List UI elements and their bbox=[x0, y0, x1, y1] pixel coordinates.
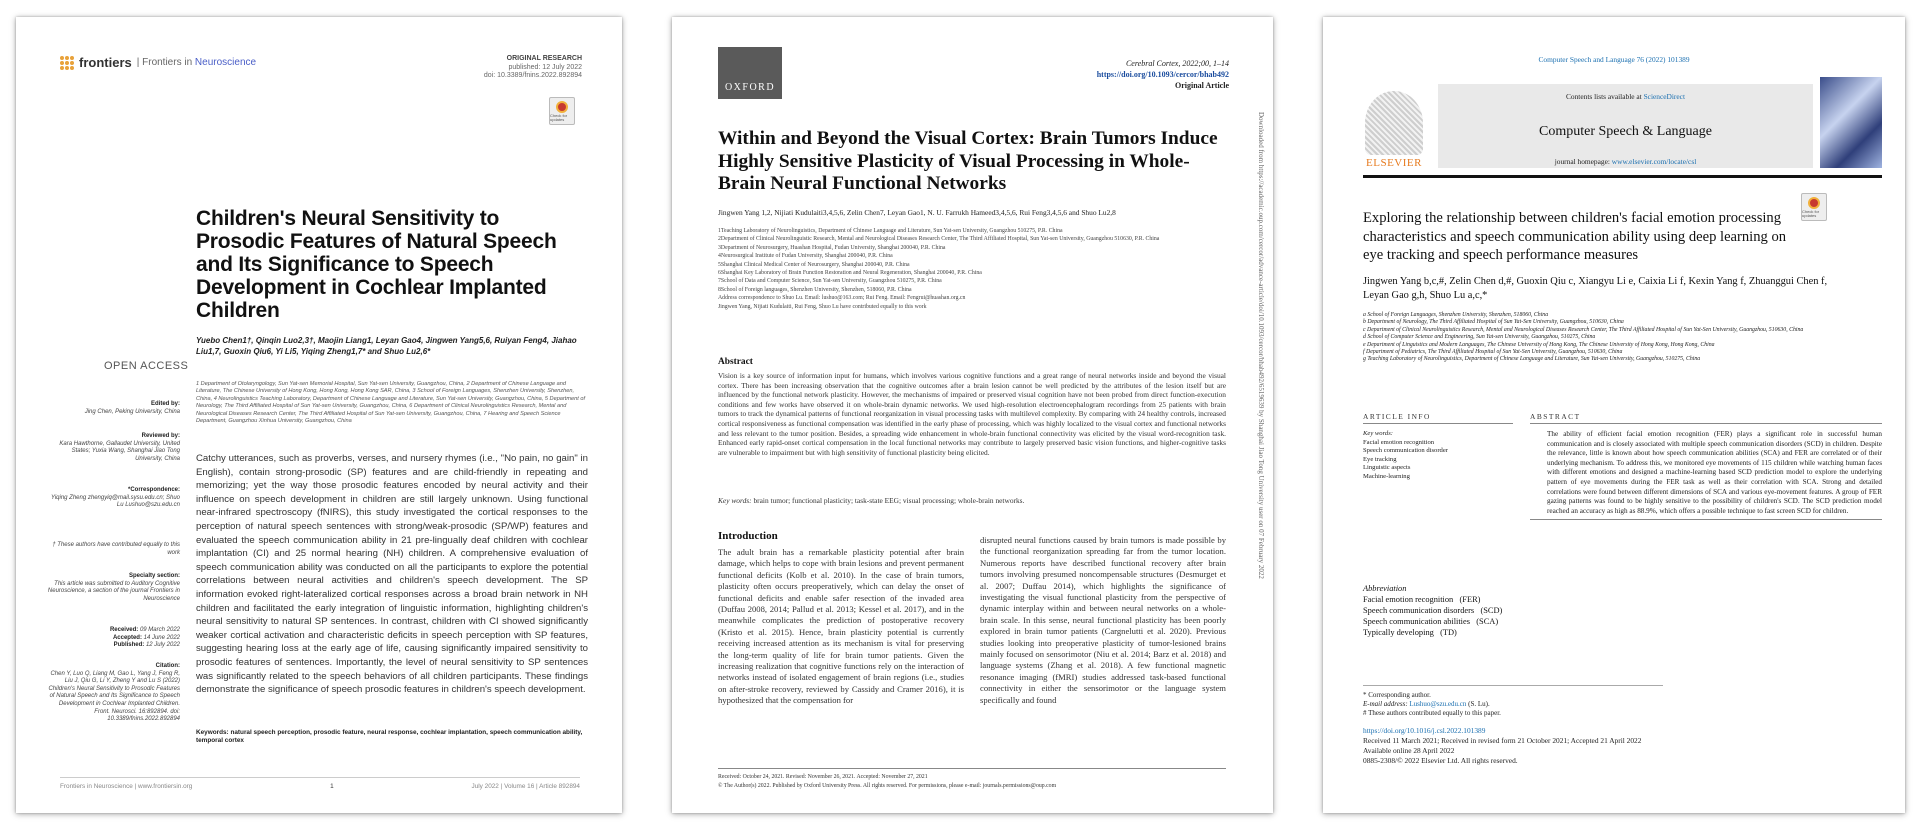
doi-line: doi: 10.3389/fnins.2022.892894 bbox=[483, 72, 582, 79]
affiliations: 1Teaching Laboratory of Neurolinguistics, Department of Chinese Language and Literature, Sun Yat-sen University, Guangzhou 510275, P.R. China 2Department of Clinical Neurolinguistic Research, Mental and Neurological Diseases Research Center, The Third Affiliated Hospital, Sun Yat-sen University, Guangzhou 510630, P.R. China 3Department of Neurosurgery, Huashan Hospital, Fudan University, Shanghai 200040, P.R. China 4Neurosurgical Institute of Fudan University, Shanghai 200040, P.R. China 5Shanghai Clinical Medical Center of Neurosurgery, Shanghai 200040, P.R. China 6Shanghai Key Laboratory of Brain Function Restoration and Neural Regeneration, Shanghai 200040, P.R. China 7School of Data and Computer Science, Sun Yat-sen University, Guangzhou 510275, P.R. China 8School of Foreign languages, Shenzhen University, Shenzhen, 518060, P.R. China Address correspondence to Shuo Lu. Email: lushuo@163.com; Rui Feng. Email: Fengrui@huashan.org.cn Jingwen Yang, Nijiati Kudulaiti, Rui Feng, Shuo Lu have contributed equally to this work bbox=[718, 228, 1160, 310]
keyword-item: Speech communication disorder bbox=[1363, 447, 1448, 455]
footer-volume: July 2022 | Volume 16 | Article 892894 bbox=[471, 783, 580, 790]
edited-by: Edited by: Jing Chen, Peking University, China bbox=[84, 401, 180, 415]
author-list: Jingwen Yang 1,2, Nijiati Kudulaiti3,4,5,6, Zelin Chen7, Leyan Gao1, N. U. Farrukh Hameed3,4,5,6, Rui Feng3,4,5,6 and Shuo Lu2,8 bbox=[718, 208, 1116, 217]
reviewed-by: Reviewed by: Kara Hawthorne, Gallaudet University, United States; Yuxia Wang, Shanghai Jiao Tong University, China bbox=[59, 433, 180, 462]
equal-contribution-note: † These authors have contributed equally to this work bbox=[52, 542, 180, 556]
sciencedirect-link[interactable]: ScienceDirect bbox=[1643, 92, 1686, 101]
keywords: Keywords: natural speech perception, prosodic feature, neural response, cochlear implantation, speech communication ability, temporal cortex bbox=[196, 729, 583, 744]
email-link[interactable]: Lushuo@szu.edu.cn bbox=[1409, 700, 1467, 708]
keyword-item: Linguistic aspects bbox=[1363, 464, 1411, 472]
author-list: Jingwen Yang b,c,#, Zelin Chen d,#, Guoxin Qiu c, Xiangyu Li e, Caixia Li f, Kexin Yang f, Zhuanggui Chen f, Leyan Gao g,h, Shuo Lu a,c,* bbox=[1363, 276, 1828, 302]
publication-info bbox=[1363, 726, 1763, 766]
abstract-text: Vision is a key source of information input for humans, which involves various cognitive functions and a great range of neural networks inside and beyond the visual cortex. There has been increasing observation that the cognitive outcomes after a brain lesion cannot be well predicted by the attributes of the lesion itself but are influenced by the functional network plasticity. However, the mechanisms of impaired or preserved visual cognition have not been probed from direct function-execution conditions and few works have observed it on whole-brain dynamic networks. We used high-resolution electroencephalogram recordings from 25 patients with brain tumors to track the dynamical patterns of functional reorganization in visual processing tasks with multilevel complexity. By comparing with 24 healthy controls, increased cortical responsiveness as functional compensation was identified in the early phase of processing, which was highly localized to the visual cortex and functional networks and less relevant to the tumor position. Besides, a spreading wide enhancement in whole-brain functional connectivity was elicited by the visual word-recognition task. Enhanced early rapid-onset cortical compensation in the local functional networks may contribute to largely preserved basic vision functions, and higher-cognitive tasks are vulnerable to impairment but with high sensitivity of functional plasticity being elicited. bbox=[718, 371, 1226, 457]
article-meta bbox=[484, 55, 582, 81]
keyword-item: Machine-learning bbox=[1363, 472, 1410, 480]
paper-page-elsevier bbox=[1323, 17, 1905, 813]
paper-page-oxford bbox=[672, 17, 1273, 813]
download-watermark: Downloaded from https://academic.oup.com/cercor/advance-article/doi/10.1093/cercor/bhab492/6519639 by Shanghai Jiao Tong University user on 07 February 2022 bbox=[1257, 112, 1265, 579]
citation: Citation: Chen Y, Luo Q, Liang M, Gao L, Yang J, Feng R, Liu J, Qiu G, Li Y, Zheng Y and Lu S (2022) Children's Neural Sensitivity to Prosodic Features of Natural Speech and Its Significance to Speech Development in Cochlear Implanted Children. Front. Neurosci. 16:892894. doi: 10.3389/fnins.2022.892894 bbox=[48, 663, 180, 723]
published-line: published: 12 July 2022 bbox=[508, 63, 582, 71]
abstract-heading: ABSTRACT bbox=[1530, 412, 1581, 421]
doi-link[interactable]: https://doi.org/10.1093/cercor/bhab492 bbox=[1096, 70, 1229, 79]
article-title: Children's Neural Sensitivity to Prosodic Features of Natural Speech and Its Significance to Speech Development in Cochlear Implanted Children bbox=[196, 207, 557, 322]
journal-name: | Frontiers in Neuroscience bbox=[136, 57, 257, 68]
keyword-item: Eye tracking bbox=[1363, 455, 1397, 463]
elsevier-tree-icon bbox=[1365, 91, 1423, 155]
homepage-line: journal homepage: www.elsevier.com/locate/csl bbox=[1554, 157, 1697, 166]
abbreviation-item: Speech communication disorders (SCD) bbox=[1363, 606, 1503, 615]
footer-journal: Frontiers in Neuroscience | www.frontiersin.org bbox=[60, 783, 193, 790]
history-dates: Received: October 24, 2021. Revised: November 26, 2021. Accepted: November 27, 2021 bbox=[718, 774, 928, 780]
article-meta bbox=[1097, 58, 1229, 91]
intro-column-right: disrupted neural functions caused by brain tumors is made possible by the functional reorganization spreading far from the tumor location. Numerous reports have described functional recovery after brain tumors involving presumed noncompensable structures (Desmurget et al. 2007; Duffau 2014), which highlights the significance of investigating the visual functional plasticity from the perspective of dynamic interplay within and between neural networks on a whole-brain scale. In this sense, neural functional plasticity has been poorly explored in brain tumor patients (Cargnelutti et al. 2020). Previous studies looking into preoperative plasticity of tumor-lesioned brains mainly focused on sensorimotor (Niu et al. 2014; Barz et al. 2018) and language systems (Zhang et al. 2018). A few functional magnetic resonance imaging (fMRI) studies addressed task-based functional connectivity in either the sensorimotor or the language system specifically and found bbox=[980, 535, 1226, 705]
article-title: Exploring the relationship between children's facial emotion processing characteristics and speech communication ability using deep learning on eye tracking and speech performance measures bbox=[1363, 210, 1787, 264]
journal-cover-image bbox=[1820, 77, 1882, 168]
intro-column-left: The adult brain has a remarkable plasticity potential after brain damage, which helps to cope with brain lesions and prevent permanent functional deficits (Kolb et al. 2010). In the case of brain tumors, plasticity often occurs preoperatively, which can delay the onset of functional deficits and enable safer resection of the invaded area (Duffau 2008, 2014; Pallud et al. 2013; Kessel et al. 2017), and in the meanwhile complicates the prediction of postoperative recovery (Kristo et al. 2015). Hence, brain plasticity potential is currently receiving increased attention as its mechanism is vital for preserving the long-term quality of life for brain tumor patients. Given the increasing realization that cognitive functions rely on the interaction of networks instead of isolated engagement of brain regions (i.e., studies on after-stroke recovery, reviewed by Cassidy and Cramer 2016), it is hypothesized that the compensation for bbox=[718, 547, 964, 706]
article-type: ORIGINAL RESEARCH bbox=[506, 55, 582, 62]
open-access-label: OPEN ACCESS bbox=[104, 360, 189, 372]
homepage-link[interactable]: www.elsevier.com/locate/csl bbox=[1611, 157, 1697, 166]
oxford-logo[interactable]: OXFORD bbox=[718, 47, 782, 99]
abstract-text: The ability of efficient facial emotion recognition (FER) plays a significant role in successful human communication and is closely associated with multiple speech communication disorders (SCD) in children. Despite the relevance, little is known about how speech communication abilities (SCA) and FER are correlated or of their underlying mechanism. To address this, we monitored eye movements of 115 children while watching human faces with different emotions and designed a machine-learning based SCD prediction model to explore the underlying pattern of eye movements during the FER task as well as their correlation with SCA. Strong and detailed correlations were found between different dimensions of SCA and various eye-movement features. A group of FER gazing patterns was found to be highly sensitive to the possibility of children's SCD. The SCD prediction model reached an accuracy as high as 88.9%, which offers a possible technique to fast screen SCD for children. bbox=[1530, 423, 1882, 520]
check-updates-icon bbox=[556, 101, 568, 113]
footnotes: * Corresponding author. E-mail address: Lushuo@szu.edu.cn (S. Lu). # These authors contributed equally to this paper. bbox=[1363, 685, 1663, 718]
history-dates: Received 11 March 2021; Received in revised form 21 October 2021; Accepted 21 April 2022 bbox=[1363, 736, 1642, 745]
keywords: Key words: brain tumor; functional plasticity; task-state EEG; visual processing; whole-brain networks. bbox=[718, 496, 1025, 505]
abstract-text: Catchy utterances, such as proverbs, verses, and nursery rhymes (i.e., "No pain, no gain" in English), contain strong-prosodic (SP) features and are child-friendly in repeating and memorizing; yet the way those prosodic features encoded by neural activity and their influence on speech development in children are still largely unknown. Using functional near-infrared spectroscopy (fNIRS), this study investigated the cortical responses to the perception of natural speech sentences with strong/weak-prosodic (SP/WP) features and evaluated the speech communication ability in 21 pre-lingually deaf children with cochlear implantation (CI) and 25 normal hearing (NH) children. A comprehensive evaluation of speech communication ability was conducted on all the participants to explore the potential correlations between neural activities and children's speech development. The SP information evoked right-lateralized cortical responses across a broad brain network in NH children and facilitated the early integration of linguistic information, highlighting children's neural sensitivity to natural SP sentences. In contrast, children with CI showed significantly weaker cortical activation and characteristic deficits in speech perception with SP features, suggesting hearing loss at the early age of life, causing significantly impaired sensitivity to prosodic features of sentences. Importantly, the level of neural sensitivity to SP sentences was significantly related to the speech behaviors of all children participants. These findings demonstrate the significance of speech prosodic features in children's speech development. bbox=[196, 453, 588, 696]
dates: Received: 09 March 2022 Accepted: 14 June 2022 Published: 12 July 2022 bbox=[109, 627, 180, 649]
frontiers-logo[interactable] bbox=[60, 55, 256, 70]
abbreviation-item: Typically developing (TD) bbox=[1363, 628, 1457, 637]
affiliations: a School of Foreign Languages, Shenzhen University, Shenzhen, 518060, China b Department of Neurology, The Third Affiliated Hospital of Sun Yat-Sen University, Guangzhou, 510630, China c Department of Clinical Neurolinguistics Research, Mental and Neurological Diseases Research Center, The Third Affiliated Hospital of Sun Yat-Sen University, Guangzhou, 510630, China d School of Computer Science and Engineering, Sun Yat-sen University, Guangzhou, 510275, China e Department of Linguistics and Modern Languages, The Chinese University of Hong Kong, The Chinese University of Hong Kong, Hong Kong, China f Department of Pediatrics, The Third Affiliated Hospital of Sun Yat-Sen University, Guangzhou, 510630, China g Teaching Laboratory of Neurolinguistics, Department of Chinese Language and Literature, Sun Yat-sen University, Guangzhou, 510275, China bbox=[1363, 312, 1804, 363]
running-head[interactable]: Computer Speech and Language 76 (2022) 101389 bbox=[1538, 55, 1690, 64]
abbreviations: Abbreviation Facial emotion recognition (FER) Speech communication disorders (SCD) Speech communication abilities (SCA) Typically developing (TD) bbox=[1363, 583, 1613, 638]
keywords-box: Key words: Facial emotion recognition Speech communication disorder Eye tracking Linguistic aspects Machine-learning bbox=[1363, 423, 1513, 482]
issn-copyright: 0885-2308/© 2022 Elsevier Ltd. All rights reserved. bbox=[1363, 756, 1518, 765]
journal-banner bbox=[1438, 84, 1813, 168]
contents-line: Contents lists available at ScienceDirect bbox=[1565, 92, 1686, 101]
affiliations: 1 Department of Otolaryngology, Sun Yat-sen Memorial Hospital, Sun Yat-sen University, Guangzhou, China, 2 Department of Chinese Language and Literature, The Chinese University of Hong Kong, Hong Kong, Hong Kong SAR, China, 3 School of Foreign Languages, Shenzhen University, Shenzhen, China, 4 Neurolinguistics Teaching Laboratory, Department of Chinese Language and Literature, Sun Yat-sen University, Guangzhou, China, 5 Department of Neurology, The Third Affiliated Hospital of Sun Yat-sen University, Guangzhou, China, 6 Department of Clinical Neurolinguistics Research, Mental and Neurological Diseases Research Center, The Third Affiliated Hospital of Sun Yat-sen University, Guangzhou, China, 7 Hearing and Speech Science Department, Guangzhou Xinhua University, Guangzhou, China bbox=[196, 381, 585, 425]
introduction-heading: Introduction bbox=[718, 530, 778, 542]
paper-page-frontiers bbox=[16, 17, 622, 813]
abbreviation-item: Speech communication abilities (SCA) bbox=[1363, 617, 1499, 626]
check-updates-badge[interactable]: Check for updates bbox=[1801, 193, 1827, 221]
abbreviation-item: Facial emotion recognition (FER) bbox=[1363, 595, 1481, 604]
specialty-section: Specialty section: This article was submitted to Auditory Cognitive Neuroscience, a section of the journal Frontiers in Neuroscience bbox=[47, 573, 180, 602]
copyright: © The Author(s) 2022. Published by Oxford University Press. All rights reserved. For permissions, please e-mail: journals.permissions@oup.com bbox=[718, 783, 1057, 789]
abstract-heading: Abstract bbox=[718, 357, 753, 367]
author-list: Yuebo Chen1†, Qinqin Luo2,3†, Maojin Liang1, Leyan Gao4, Jingwen Yang5,6, Ruiyan Feng4, Jiahao Liu1,7, Guoxin Qiu6, Yi Li5, Yiqing Zheng1,7* and Shuo Lu2,6* bbox=[196, 336, 577, 356]
elsevier-logo[interactable]: ELSEVIER bbox=[1363, 77, 1425, 169]
header-rule bbox=[1363, 175, 1882, 178]
frontiers-logo-icon bbox=[60, 56, 74, 70]
article-type: Original Article bbox=[1175, 81, 1229, 90]
page-footer bbox=[60, 777, 580, 790]
page-footer bbox=[718, 768, 1226, 791]
doi-link[interactable]: https://doi.org/10.1016/j.csl.2022.101389 bbox=[1363, 726, 1486, 735]
journal-citation: Cerebral Cortex, 2022;00, 1–14 bbox=[1125, 59, 1229, 68]
page-number: 1 bbox=[330, 783, 334, 790]
journal-name: Computer Speech & Language bbox=[1538, 124, 1712, 139]
article-info-heading: ARTICLE INFO bbox=[1363, 412, 1431, 421]
keyword-item: Facial emotion recognition bbox=[1363, 438, 1435, 446]
available-online: Available online 28 April 2022 bbox=[1363, 746, 1455, 755]
check-updates-icon bbox=[1808, 197, 1820, 209]
article-title: Within and Beyond the Visual Cortex: Brain Tumors Induce Highly Sensitive Plasticity of Visual Processing in Whole-Brain Neural Functional Networks bbox=[718, 128, 1218, 194]
correspondence: *Correspondence: Yiqing Zheng zhengyiq@mail.sysu.edu.cn; Shuo Lu Lushuo@szu.edu.cn bbox=[50, 487, 180, 509]
brand-name: frontiers bbox=[79, 55, 132, 70]
check-updates-badge[interactable]: Check for updates bbox=[549, 97, 575, 125]
